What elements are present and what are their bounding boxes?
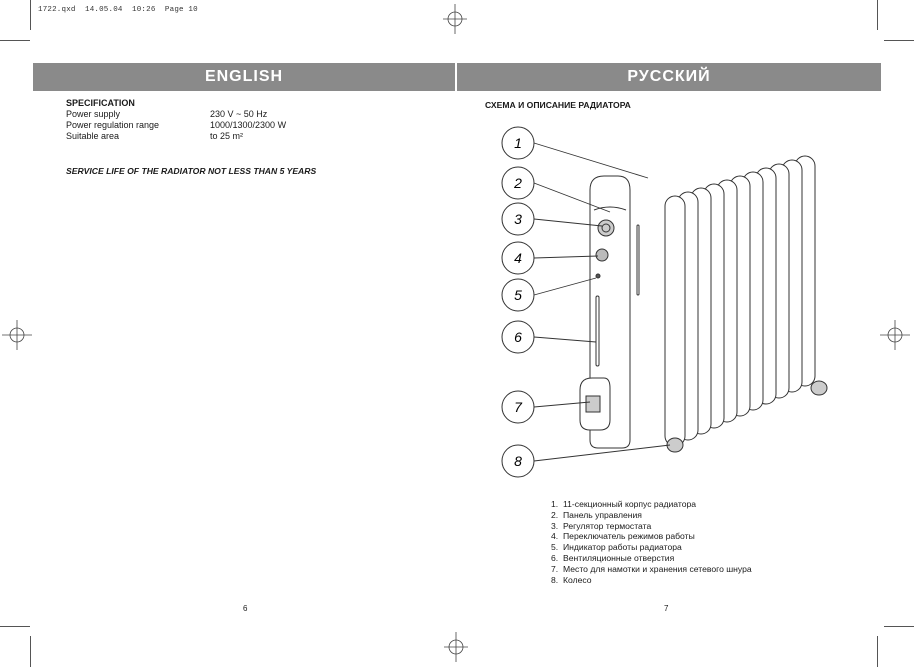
legend-item: 5. Индикатор работы радиатора xyxy=(551,542,682,553)
print-header: 1722.qxd 14.05.04 10:26 Page 10 xyxy=(38,6,198,14)
callout-2 xyxy=(502,167,534,199)
callout-number: 2 xyxy=(514,175,522,191)
legend-item: 6. Вентиляционные отверстия xyxy=(551,552,675,563)
callout-number: 7 xyxy=(514,399,522,415)
callout-4 xyxy=(502,242,534,274)
legend-item: 8. Колесо xyxy=(551,574,592,585)
russian-banner: РУССКИЙ xyxy=(457,63,881,91)
callout-1 xyxy=(502,127,534,159)
diagram-title: СХЕМА И ОПИСАНИЕ РАДИАТОРА xyxy=(485,100,631,110)
page-number-right: 7 xyxy=(664,604,669,613)
radiator-diagram xyxy=(490,120,850,480)
callout-5 xyxy=(502,279,534,311)
callout-markers xyxy=(502,127,534,477)
callout-number: 1 xyxy=(514,135,522,151)
legend-item: 1. 11-секционный корпус радиатора xyxy=(551,499,697,509)
registration-mark-right xyxy=(880,320,910,350)
spec-label: Power regulation range xyxy=(66,120,160,130)
spec-label: Power supply xyxy=(66,109,121,119)
legend-item: 7. Место для намотки и хранения сетевого шнура xyxy=(551,563,752,574)
spec-heading: SPECIFICATION xyxy=(66,98,135,108)
callout-6 xyxy=(502,321,534,353)
spec-row xyxy=(66,131,286,142)
page-number-left: 6 xyxy=(243,604,248,613)
callout-number: 8 xyxy=(514,453,522,469)
callout-number: 3 xyxy=(514,211,522,227)
callout-3 xyxy=(502,203,534,235)
callout-8 xyxy=(502,445,534,477)
spec-label: Suitable area xyxy=(66,131,120,141)
spec-row xyxy=(66,109,286,120)
legend-item: 3. Регулятор термостата xyxy=(551,520,652,531)
registration-mark-top xyxy=(440,4,470,34)
legend-item: 4. Переключатель режимов работы xyxy=(551,531,695,542)
registration-mark-left xyxy=(2,320,32,350)
english-banner: ENGLISH xyxy=(33,63,455,91)
parts-legend xyxy=(551,499,752,585)
spec-row xyxy=(66,120,286,131)
spec-value: to 25 m² xyxy=(210,131,244,141)
registration-mark-bottom xyxy=(441,632,471,662)
specification-block xyxy=(66,98,286,142)
spec-value: 1000/1300/2300 W xyxy=(210,120,287,130)
spec-value: 230 V ~ 50 Hz xyxy=(210,109,268,119)
service-life-note: SERVICE LIFE OF THE RADIATOR NOT LESS THAN 5 YEARS xyxy=(66,166,317,176)
callout-number: 4 xyxy=(514,250,522,266)
callout-7 xyxy=(502,391,534,423)
legend-item: 2. Панель управления xyxy=(551,509,642,520)
callout-number: 5 xyxy=(514,287,522,303)
callout-number: 6 xyxy=(514,329,522,345)
